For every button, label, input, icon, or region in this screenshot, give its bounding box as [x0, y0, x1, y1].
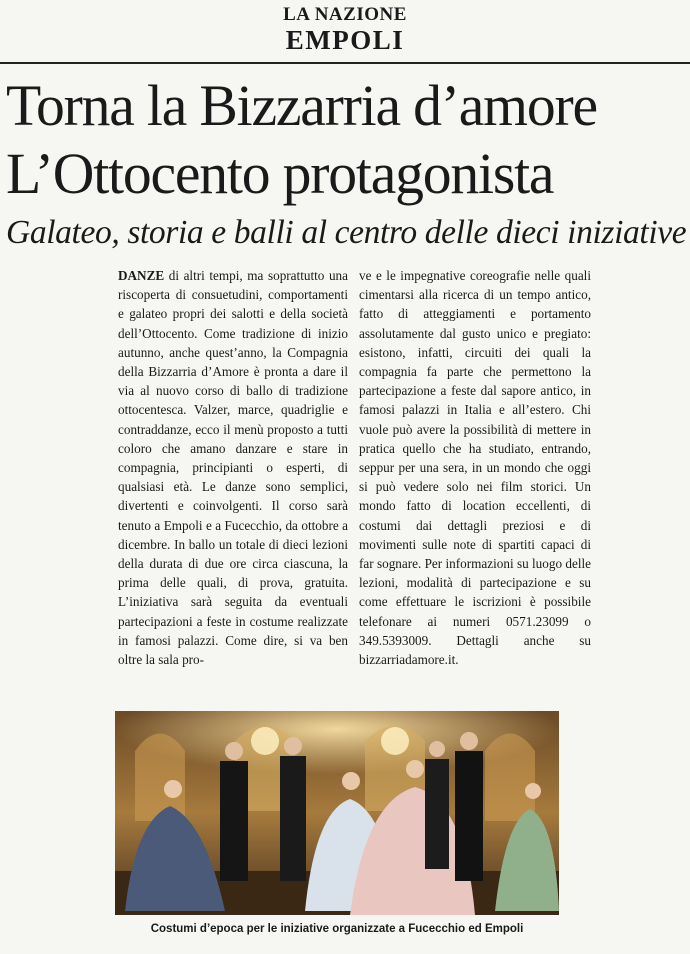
ballroom-dancers-photo [115, 711, 559, 915]
lead-word: DANZE [118, 268, 165, 283]
masthead [0, 4, 690, 54]
publication-name: LA NAZIONE [283, 4, 407, 25]
body-text-left: di altri tempi, ma soprattutto una riscoperta di consuetudini, comportamenti e galateo propri dei salotti e della società dell’Ottocento. Come tradizione di inizio autunno, anche quest’anno, la Compagnia della Bizzarria d’Amore è pronta a dare il via al nuovo corso di ballo di tradizione ottocentesca. Valzer, marce, quadriglie e contraddanze, ecco il menù proposto a tutti coloro che amano danzare e stare in compagnia, principianti o esperti, di qualsiasi età. Le danze sono semplici, divertenti e coinvolgenti. Il corso sarà tenuto a Empoli e a Fucecchio, da ottobre a dicembre. In ballo un totale di dieci lezioni della durata di due ore circa ciascuna, la prima delle quali, di prova, gratuita. L’iniziativa sarà seguita da eventuali partecipazioni a feste in costume realizzate in famosi palazzi. Come dire, si va ben oltre la sala pro- [118, 268, 348, 668]
article-column-right [359, 266, 591, 669]
headline-line-1: Torna la Bizzarria d’amore [6, 73, 597, 138]
edition-name: EMPOLI [285, 25, 405, 55]
ballroom-illustration [115, 711, 559, 915]
photo-caption: Costumi d’epoca per le iniziative organizzate a Fucecchio ed Empoli [150, 923, 524, 935]
article-column-left [118, 266, 348, 669]
headline-line-2: L’Ottocento protagonista [6, 141, 554, 206]
body-text-right: ve e le impegnative coreografie nelle quali cimentarsi alla ricerca di un tempo antico, fatto di atteggiamenti e portamento assolutamente dal gusto unico e pregiato: esistono, infatti, circuiti dei quali la compagnia fa parte che permettono la partecipazione a feste dal sapore antico, in famosi palazzi in Italia e all’estero. Chi vuole può avere la possibilità di mettere in pratica quello che ha studiato, entrando, seppur per una sera, in un mondo che oggi si può vedere solo nei film storici. Un mondo fatto di location eccellenti, di costumi dai dettagli preziosi e di movimenti sulle note di spartiti capaci di far sognare. Per informazioni su luogo delle lezioni, modalità di partecipazione e su come effettuare le iscrizioni è possibile telefonare ai numeri 0571.23099 o 349.5393009. Dettagli anche su bizzarriadamore.it. [359, 268, 591, 668]
masthead-divider [0, 62, 690, 64]
subheadline: Galateo, storia e balli al centro delle dieci iniziative [6, 214, 687, 251]
